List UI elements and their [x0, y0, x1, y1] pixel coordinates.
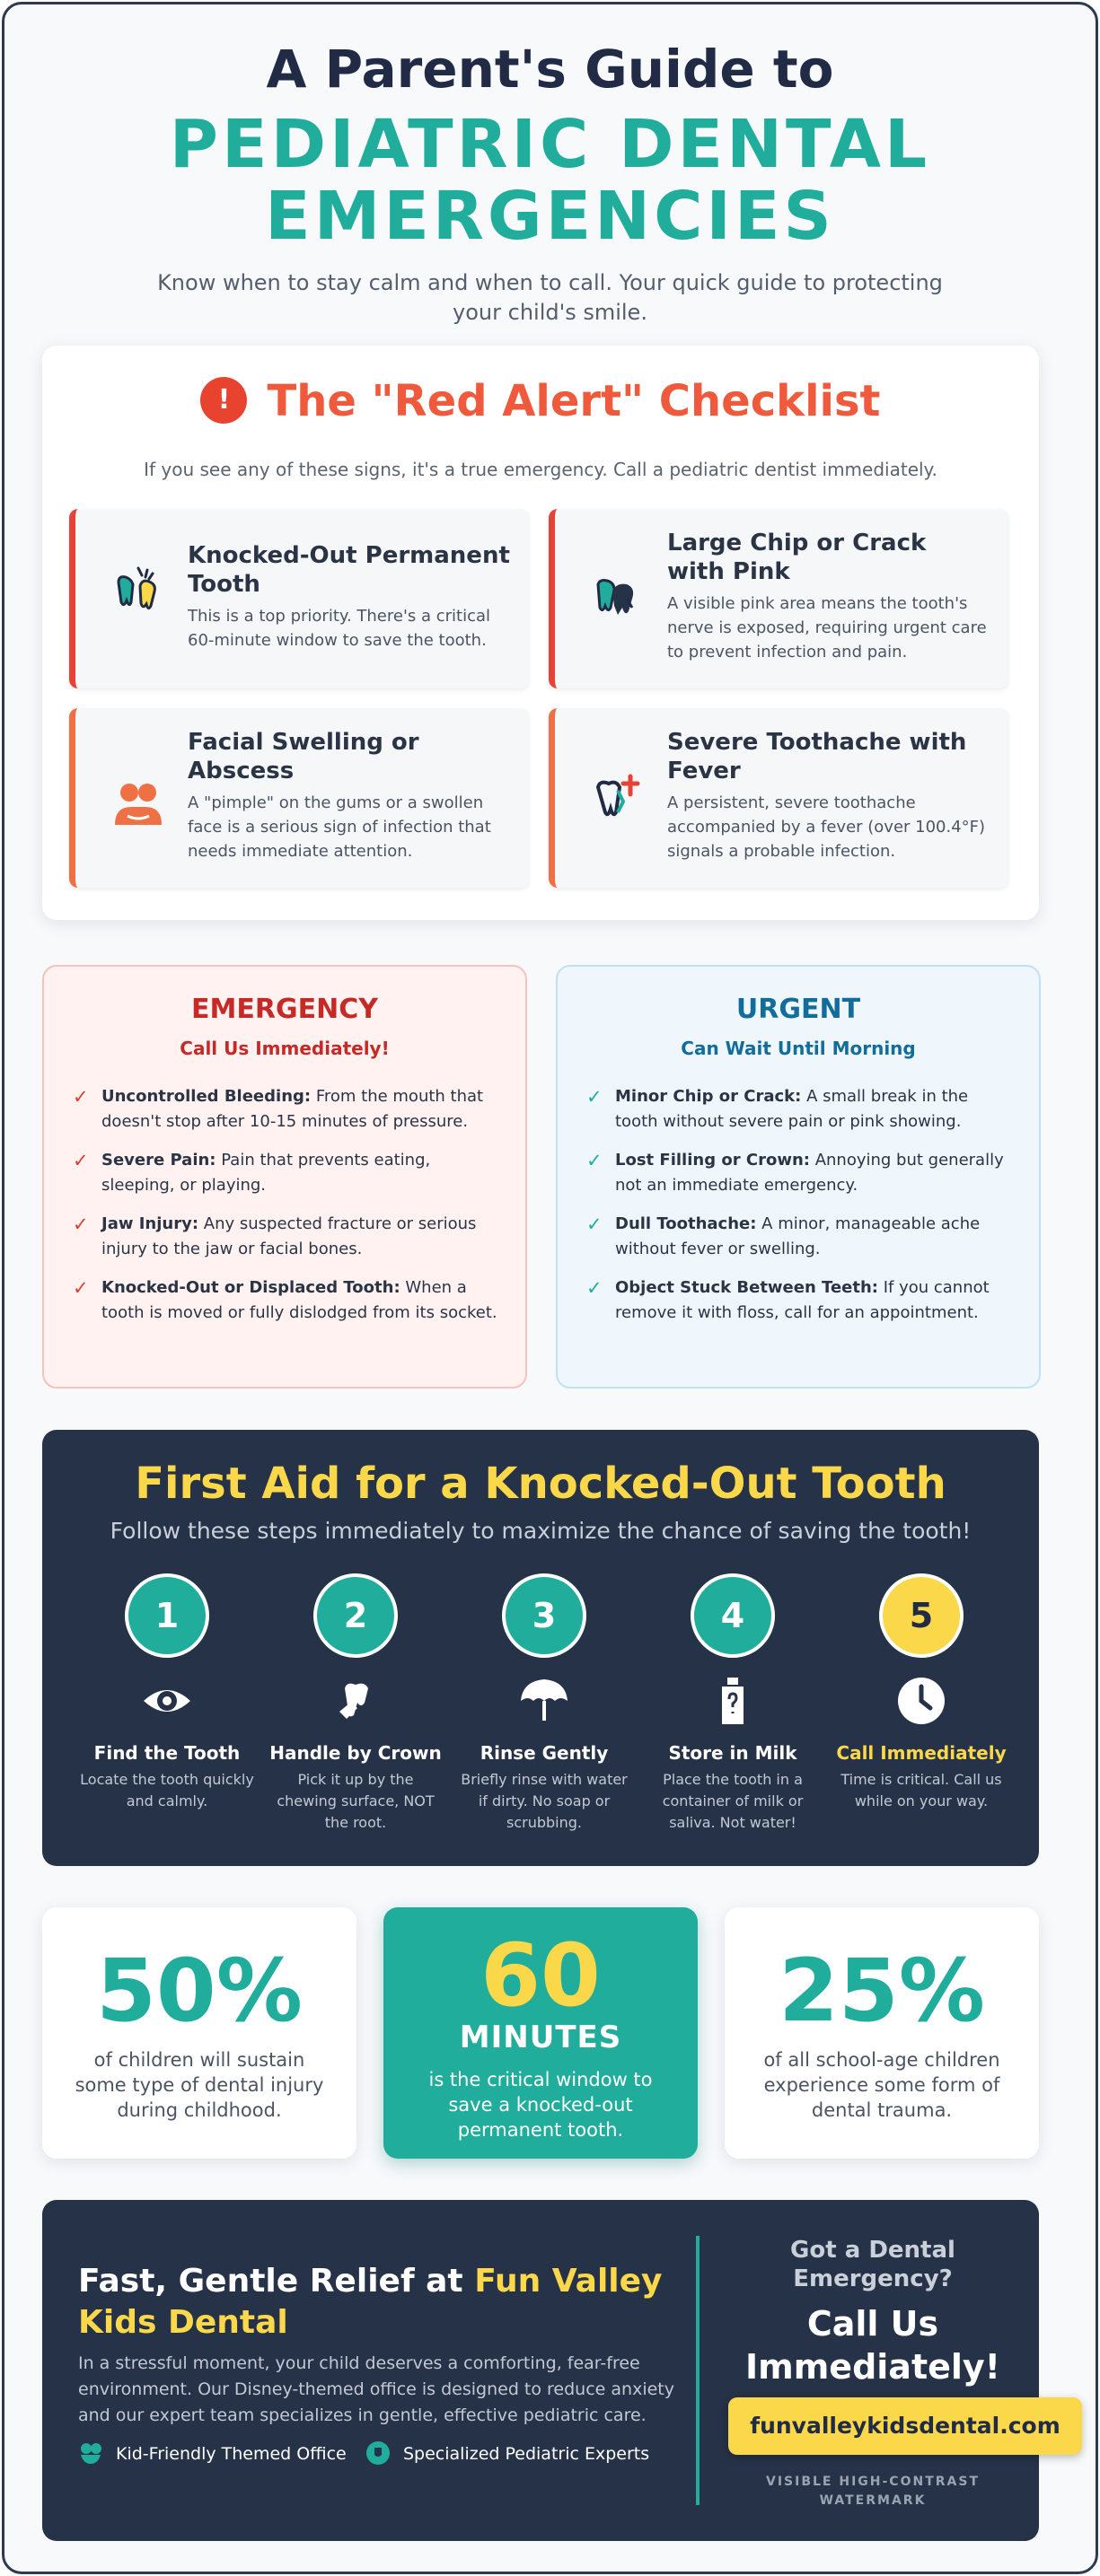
knocked-out-tooth-icon: [111, 565, 165, 618]
step-title: Handle by Crown: [269, 1742, 442, 1764]
check-icon: ✓: [586, 1277, 603, 1299]
alert-item-swelling: [69, 708, 529, 888]
stat-desc: of all school-age children experience some form of dental trauma.: [763, 2049, 1000, 2121]
alert-item-desc: This is a top priority. There's a critical 60-minute window to save the tooth.: [188, 607, 491, 650]
item-text: Pain that prevents eating, sleeping, or playing.: [101, 1151, 431, 1195]
swelling-icon: [111, 776, 165, 830]
item-label: Object Stuck Between Teeth:: [615, 1278, 878, 1297]
footer-practice-name: Fun Valley Kids Dental: [78, 2263, 663, 2341]
first-aid-subtitle: Follow these steps immediately to maximize the chance of saving the tooth!: [110, 1518, 972, 1544]
page-subtitle: Know when to stay calm and when to call. Your quick guide to protecting your child's smile.: [157, 270, 943, 325]
item-label: Dull Toothache:: [615, 1214, 757, 1233]
stat-value: 25%: [779, 1941, 985, 2041]
stat-card-50: [42, 1907, 356, 2159]
list-item: [73, 1084, 498, 1135]
step-number: 4: [691, 1573, 775, 1658]
emergency-panel: [42, 965, 527, 1389]
alert-item-chip-crack: [549, 509, 1008, 688]
list-item: [586, 1275, 1012, 1326]
check-icon: ✓: [73, 1086, 89, 1108]
alert-item-desc: A "pimple" on the gums or a swollen face is a serious sign of infection that needs immediate attention.: [188, 793, 491, 861]
footer-question: Got a Dental Emergency?: [790, 2237, 955, 2292]
feature-pediatric-experts: [365, 2440, 649, 2467]
check-icon: ✓: [586, 1214, 603, 1235]
title-line-3: EMERGENCIES: [265, 178, 835, 255]
first-aid-title: First Aid for a Knocked-Out Tooth: [135, 1459, 946, 1509]
stat-card-60-minutes: [383, 1907, 698, 2159]
item-text: If you cannot remove it with floss, call for an appointment.: [615, 1278, 990, 1322]
red-alert-title-text: The "Red Alert" Checklist: [267, 376, 881, 426]
toothache-fever-icon: [591, 771, 645, 825]
step-desc: Locate the tooth quickly and calmly.: [80, 1771, 254, 1809]
alert-item-knocked-out: [69, 509, 529, 688]
check-icon: ✓: [586, 1150, 603, 1171]
item-label: Knocked-Out or Displaced Tooth:: [101, 1278, 400, 1297]
header: [4, 4, 1096, 328]
step-title: Find the Tooth: [93, 1742, 241, 1764]
list-item: [73, 1275, 498, 1326]
stat-card-25: [725, 1907, 1039, 2159]
item-label: Lost Filling or Crown:: [615, 1151, 810, 1170]
item-label: Severe Pain:: [101, 1151, 216, 1170]
title-line-2: PEDIATRIC DENTAL: [169, 106, 931, 183]
item-label: Jaw Injury:: [101, 1214, 199, 1233]
footer-title: [78, 2261, 689, 2344]
stat-unit: MINUTES: [459, 2020, 622, 2055]
item-label: Uncontrolled Bleeding:: [101, 1087, 312, 1106]
red-alert-card: [42, 346, 1039, 920]
themed-office-icon: [78, 2440, 103, 2466]
footer-divider: [696, 2236, 700, 2505]
step-number: 3: [502, 1573, 586, 1658]
first-aid-step-3: [452, 1573, 637, 1834]
footer-cta-panel: [42, 2200, 1060, 2541]
check-icon: ✓: [586, 1086, 603, 1108]
urgent-list: [586, 1084, 1012, 1326]
alert-item-desc: A visible pink area means the tooth's nerve is exposed, requiring urgent care to prevent infection and pain.: [667, 594, 987, 662]
stat-value: 60: [480, 1925, 601, 2026]
emergency-subtitle: Call Us Immediately!: [180, 1038, 390, 1059]
website-link[interactable]: funvalleykidsdental.com: [728, 2397, 1082, 2455]
step-title: Store in Milk: [668, 1742, 797, 1764]
clock-icon: [896, 1676, 946, 1726]
emergency-list: [73, 1084, 498, 1326]
emergency-title: EMERGENCY: [191, 994, 378, 1025]
alert-item-title: Large Chip or Crack with Pink: [667, 530, 927, 585]
step-desc: Time is critical. Call us while on your way.: [840, 1771, 1002, 1809]
urgent-title: URGENT: [735, 994, 861, 1025]
eye-icon: [142, 1676, 192, 1726]
feature-themed-office: [78, 2440, 347, 2467]
list-item: [586, 1212, 1012, 1262]
stat-desc: is the critical window to save a knocked-out permanent tooth.: [428, 2069, 653, 2141]
feature-label: Specialized Pediatric Experts: [403, 2444, 650, 2464]
alert-item-desc: A persistent, severe toothache accompanied by a fever (over 100.4°F) signals a probable infection.: [667, 793, 986, 861]
list-item: [586, 1148, 1012, 1198]
item-text: A small break in the tooth without severe pain or pink showing.: [615, 1087, 969, 1131]
list-item: [73, 1148, 498, 1198]
footer-call-to-action: Call Us Immediately!: [744, 2304, 1001, 2387]
stat-value: 50%: [96, 1941, 303, 2041]
item-text: From the mouth that doesn't stop after 10-15 minutes of pressure.: [101, 1087, 484, 1131]
stat-desc: of children will sustain some type of dental injury during childhood.: [75, 2049, 324, 2121]
step-title: Rinse Gently: [480, 1742, 609, 1764]
step-number: 1: [125, 1573, 209, 1658]
item-text: Any suspected fracture or serious injury to the jaw or facial bones.: [101, 1214, 477, 1258]
alert-item-toothache-fever: [549, 708, 1008, 888]
list-item: [73, 1212, 498, 1262]
item-text: A minor, manageable ache without fever or swelling.: [615, 1214, 981, 1258]
item-text: Annoying but generally not an immediate emergency.: [615, 1151, 1004, 1195]
first-aid-step-2: [263, 1573, 448, 1834]
step-title: Call Immediately: [836, 1742, 1007, 1764]
check-icon: ✓: [73, 1150, 89, 1171]
first-aid-panel: [42, 1430, 1039, 1866]
check-icon: ✓: [73, 1277, 89, 1299]
tooth-hand-icon: [330, 1676, 381, 1726]
alert-item-title: Severe Toothache with Fever: [667, 729, 967, 784]
footer-title-prefix: Fast, Gentle Relief at: [78, 2263, 475, 2300]
urgent-subtitle: Can Wait Until Morning: [681, 1038, 916, 1059]
step-desc: Place the tooth in a container of milk or saliva. Not water!: [662, 1771, 804, 1831]
check-icon: ✓: [73, 1214, 89, 1235]
alert-item-title: Facial Swelling or Abscess: [188, 729, 419, 784]
step-desc: Briefly rinse with water if dirty. No soap or scrubbing.: [461, 1771, 628, 1831]
step-desc: Pick it up by the chewing surface, NOT the root.: [277, 1771, 435, 1831]
alert-exclamation-icon: !: [200, 377, 247, 424]
item-text: When a tooth is moved or fully dislodged from its socket.: [101, 1278, 497, 1322]
urgent-panel: [556, 965, 1041, 1389]
red-alert-title: [42, 376, 1039, 426]
footer-description: In a stressful moment, your child deserves a comforting, fear-free environment. Our Disney-themed office is designed to reduce anxiety and our expert team specializes in gentle, effective pediatric care.: [78, 2353, 674, 2425]
shower-icon: [519, 1676, 569, 1726]
title-line-1: A Parent's Guide to: [266, 39, 834, 100]
item-label: Minor Chip or Crack:: [615, 1087, 802, 1106]
alert-item-title: Knocked-Out Permanent Tooth: [188, 542, 510, 598]
first-aid-step-1: [75, 1573, 260, 1812]
first-aid-step-4: [640, 1573, 825, 1834]
red-alert-subtitle: If you see any of these signs, it's a true emergency. Call a pediatric dentist immediately.: [144, 459, 937, 480]
watermark-text: VISIBLE HIGH-CONTRAST WATERMARK: [766, 2475, 980, 2508]
first-aid-step-5: [829, 1573, 1014, 1812]
chipped-tooth-icon: [591, 572, 645, 626]
feature-label: Kid-Friendly Themed Office: [116, 2444, 347, 2464]
list-item: [586, 1084, 1012, 1135]
step-number: 5: [879, 1573, 964, 1658]
expert-badge-icon: [365, 2440, 391, 2466]
step-number: 2: [313, 1573, 398, 1658]
milk-carton-icon: [708, 1676, 758, 1726]
infographic-frame: [2, 2, 1098, 2574]
